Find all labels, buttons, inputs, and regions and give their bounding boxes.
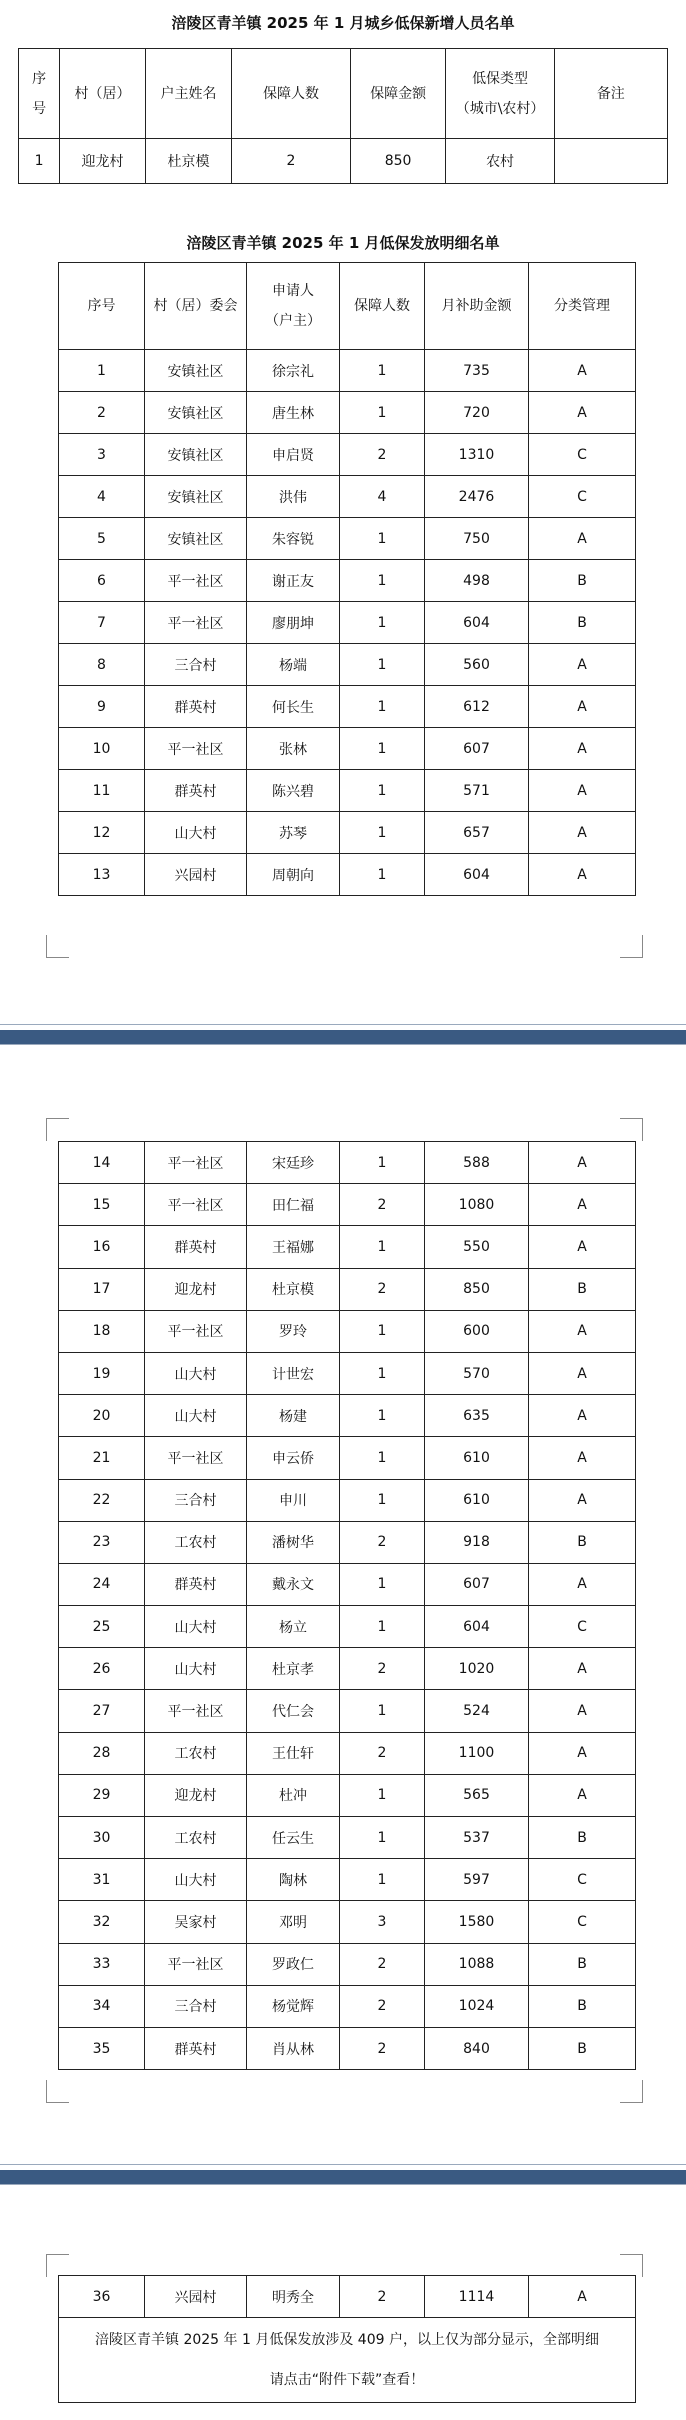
table-row xyxy=(59,350,636,392)
page-corner-mark xyxy=(620,2080,643,2103)
table-cell: 15 xyxy=(59,1184,145,1226)
table-cell: 1114 xyxy=(425,2276,529,2318)
header-cell: 保障人数 xyxy=(340,263,425,350)
table-cell: 任云生 xyxy=(247,1817,340,1859)
table-cell: 杨立 xyxy=(247,1606,340,1648)
table-cell: 25 xyxy=(59,1606,145,1648)
table-cell: 1 xyxy=(340,392,425,434)
table-cell: B xyxy=(529,1943,636,1985)
table-cell: 1 xyxy=(19,139,60,184)
table-cell: C xyxy=(529,476,636,518)
table-cell: 1024 xyxy=(425,1985,529,2027)
table-cell: 三合村 xyxy=(145,644,247,686)
table-cell: 571 xyxy=(425,770,529,812)
table-cell: B xyxy=(529,560,636,602)
table-row xyxy=(59,812,636,854)
table-cell: 兴园村 xyxy=(145,2276,247,2318)
table-cell: A xyxy=(529,2276,636,2318)
page-corner-mark xyxy=(620,1118,643,1141)
table-cell: 29 xyxy=(59,1774,145,1816)
table-cell: 604 xyxy=(425,602,529,644)
table-cell: 18 xyxy=(59,1310,145,1352)
table-cell: 三合村 xyxy=(145,1985,247,2027)
table-cell: 13 xyxy=(59,854,145,896)
table-cell: 工农村 xyxy=(145,1521,247,1563)
table-row xyxy=(59,1859,636,1901)
table-cell: 1 xyxy=(340,560,425,602)
table-cell: 28 xyxy=(59,1732,145,1774)
summary-line: 涪陵区青羊镇 2025 年 1 月低保发放涉及 409 户，以上仅为部分显示，全部明细 xyxy=(95,2332,599,2348)
payment-details-table-final xyxy=(58,2275,636,2403)
table-row xyxy=(59,1184,636,1226)
table-row xyxy=(59,1774,636,1816)
table-row xyxy=(59,1563,636,1605)
table-cell: 杨端 xyxy=(247,644,340,686)
table-cell: 604 xyxy=(425,854,529,896)
table-cell: 1020 xyxy=(425,1648,529,1690)
table-cell: 7 xyxy=(59,602,145,644)
table-cell: 1 xyxy=(340,1310,425,1352)
table-cell: 1580 xyxy=(425,1901,529,1943)
table-cell: 山大村 xyxy=(145,1859,247,1901)
table-cell: 612 xyxy=(425,686,529,728)
table-row xyxy=(59,392,636,434)
table-cell: 21 xyxy=(59,1437,145,1479)
table-cell: 570 xyxy=(425,1352,529,1394)
table-cell: A xyxy=(529,1437,636,1479)
table-cell: 迎龙村 xyxy=(60,139,146,184)
table-row xyxy=(59,770,636,812)
table-cell: C xyxy=(529,1859,636,1901)
summary-note xyxy=(59,2318,636,2403)
table-cell: 徐宗礼 xyxy=(247,350,340,392)
table-cell: 工农村 xyxy=(145,1817,247,1859)
table-cell: A xyxy=(529,1563,636,1605)
table-cell: 604 xyxy=(425,1606,529,1648)
table-cell: 635 xyxy=(425,1395,529,1437)
table-cell: 邓明 xyxy=(247,1901,340,1943)
header-cell: 保障金额 xyxy=(350,49,446,139)
table-row xyxy=(59,1985,636,2027)
table-cell: 农村 xyxy=(446,139,554,184)
table-cell: 4 xyxy=(59,476,145,518)
table-cell: B xyxy=(529,1268,636,1310)
table-cell: 群英村 xyxy=(145,2027,247,2069)
table-cell: 罗政仁 xyxy=(247,1943,340,1985)
header-cell: 序号 xyxy=(59,263,145,350)
table-cell: 2 xyxy=(340,434,425,476)
table-cell: 廖朋坤 xyxy=(247,602,340,644)
table-header-row xyxy=(59,263,636,350)
table-cell: 2 xyxy=(340,2027,425,2069)
table-cell: 安镇社区 xyxy=(145,476,247,518)
table-cell: A xyxy=(529,1226,636,1268)
table-cell: 王福娜 xyxy=(247,1226,340,1268)
table-cell: 4 xyxy=(340,476,425,518)
header-cell: 备注 xyxy=(554,49,667,139)
table-cell: 张林 xyxy=(247,728,340,770)
table-cell: 2 xyxy=(340,1648,425,1690)
table-cell: 19 xyxy=(59,1352,145,1394)
table-cell: 1 xyxy=(340,1226,425,1268)
table-cell: 31 xyxy=(59,1859,145,1901)
table-cell: 2 xyxy=(340,1943,425,1985)
table-cell: 王仕轩 xyxy=(247,1732,340,1774)
table-row xyxy=(59,2027,636,2069)
table-cell: 杜京模 xyxy=(247,1268,340,1310)
table-cell: B xyxy=(529,1817,636,1859)
table-cell: 1 xyxy=(340,1690,425,1732)
table-cell: 杨建 xyxy=(247,1395,340,1437)
table-cell: 918 xyxy=(425,1521,529,1563)
table-cell: 10 xyxy=(59,728,145,770)
table-cell: 607 xyxy=(425,728,529,770)
table-cell: 2 xyxy=(340,2276,425,2318)
table-cell: A xyxy=(529,1310,636,1352)
table-cell: A xyxy=(529,770,636,812)
table-cell: C xyxy=(529,434,636,476)
table-cell: B xyxy=(529,2027,636,2069)
table-cell: 杜冲 xyxy=(247,1774,340,1816)
table-cell: 2 xyxy=(340,1985,425,2027)
table-cell: 平一社区 xyxy=(145,1142,247,1184)
table-cell: 22 xyxy=(59,1479,145,1521)
table-cell: 2 xyxy=(340,1184,425,1226)
table-cell: 苏琴 xyxy=(247,812,340,854)
page-corner-mark xyxy=(620,935,643,958)
header-cell: 申请人 （户主） xyxy=(247,263,340,350)
table-cell: 1 xyxy=(340,644,425,686)
table-cell: 肖从林 xyxy=(247,2027,340,2069)
table-cell: 唐生林 xyxy=(247,392,340,434)
table-cell: 1 xyxy=(340,728,425,770)
page-separator xyxy=(0,1030,686,1044)
table-cell: A xyxy=(529,854,636,896)
table-cell: 537 xyxy=(425,1817,529,1859)
table-row xyxy=(59,602,636,644)
table-cell: 27 xyxy=(59,1690,145,1732)
table-cell: 6 xyxy=(59,560,145,602)
table-cell: 840 xyxy=(425,2027,529,2069)
table-row xyxy=(59,1479,636,1521)
table-cell: 陈兴碧 xyxy=(247,770,340,812)
table-row xyxy=(59,1817,636,1859)
table-cell: A xyxy=(529,1184,636,1226)
table-cell: 20 xyxy=(59,1395,145,1437)
table-cell: 720 xyxy=(425,392,529,434)
table-row xyxy=(59,1901,636,1943)
table-cell: 588 xyxy=(425,1142,529,1184)
table-cell: 1 xyxy=(340,1142,425,1184)
table-cell: 35 xyxy=(59,2027,145,2069)
table-cell: 24 xyxy=(59,1563,145,1605)
payment-details-table xyxy=(58,262,636,896)
table-cell: 安镇社区 xyxy=(145,350,247,392)
table-cell: 平一社区 xyxy=(145,1690,247,1732)
page-separator xyxy=(0,1044,686,1045)
table-cell: 申云侨 xyxy=(247,1437,340,1479)
table-cell: B xyxy=(529,1985,636,2027)
table-cell: A xyxy=(529,1732,636,1774)
table-cell: 明秀全 xyxy=(247,2276,340,2318)
table-cell: 1 xyxy=(340,1352,425,1394)
table-row xyxy=(59,1268,636,1310)
table-row xyxy=(59,518,636,560)
table-cell: 1080 xyxy=(425,1184,529,1226)
table-cell: A xyxy=(529,686,636,728)
table-cell: 杨觉辉 xyxy=(247,1985,340,2027)
table-cell: 1 xyxy=(340,1479,425,1521)
table-cell: 498 xyxy=(425,560,529,602)
table-cell: 1 xyxy=(340,854,425,896)
table-cell: 群英村 xyxy=(145,1226,247,1268)
table-cell: A xyxy=(529,392,636,434)
table-cell: 迎龙村 xyxy=(145,1268,247,1310)
table-cell: 1310 xyxy=(425,434,529,476)
table-cell: A xyxy=(529,1142,636,1184)
table-cell: 850 xyxy=(350,139,446,184)
table-row xyxy=(59,434,636,476)
table-cell: A xyxy=(529,1774,636,1816)
page-separator xyxy=(0,1024,686,1025)
table-cell: 平一社区 xyxy=(145,602,247,644)
table-cell: 2 xyxy=(340,1732,425,1774)
table-cell: 工农村 xyxy=(145,1732,247,1774)
payment-details-table-continued xyxy=(58,1141,636,2070)
table-cell: 524 xyxy=(425,1690,529,1732)
table-cell: 30 xyxy=(59,1817,145,1859)
table-cell: 平一社区 xyxy=(145,560,247,602)
table-cell: 安镇社区 xyxy=(145,434,247,476)
page-corner-mark xyxy=(620,2254,643,2277)
table-cell: 33 xyxy=(59,1943,145,1985)
table-cell: 1 xyxy=(340,518,425,560)
table-cell: A xyxy=(529,812,636,854)
table-cell: 群英村 xyxy=(145,770,247,812)
page-separator xyxy=(0,2164,686,2165)
table-cell: 1 xyxy=(340,1437,425,1479)
table-row xyxy=(59,560,636,602)
table-cell: 9 xyxy=(59,686,145,728)
table-cell: 610 xyxy=(425,1437,529,1479)
table-cell: 1 xyxy=(340,812,425,854)
table-cell: 平一社区 xyxy=(145,1310,247,1352)
table-cell: A xyxy=(529,1690,636,1732)
table-cell: 2 xyxy=(340,1268,425,1310)
new-recipients-title: 涪陵区青羊镇 2025 年 1 月城乡低保新增人员名单 xyxy=(171,14,515,32)
page-separator xyxy=(0,2184,686,2185)
table-cell: 5 xyxy=(59,518,145,560)
table-row xyxy=(59,1606,636,1648)
table-cell: A xyxy=(529,350,636,392)
table-cell: 山大村 xyxy=(145,1352,247,1394)
table-cell: 周朝向 xyxy=(247,854,340,896)
header-cell: 保障人数 xyxy=(232,49,350,139)
table-cell: 山大村 xyxy=(145,1606,247,1648)
table-cell: 迎龙村 xyxy=(145,1774,247,1816)
table-header-row xyxy=(19,49,668,139)
header-cell: 户主姓名 xyxy=(145,49,232,139)
table-cell: 山大村 xyxy=(145,1395,247,1437)
table-cell: 34 xyxy=(59,1985,145,2027)
table-cell: 1 xyxy=(340,1563,425,1605)
table-row xyxy=(59,1648,636,1690)
header-cell: 序 号 xyxy=(19,49,60,139)
table-cell: 平一社区 xyxy=(145,1943,247,1985)
table-cell: 2 xyxy=(232,139,350,184)
table-cell: 32 xyxy=(59,1901,145,1943)
table-cell: 12 xyxy=(59,812,145,854)
table-cell: 610 xyxy=(425,1479,529,1521)
table-row xyxy=(59,1732,636,1774)
table-cell: C xyxy=(529,1606,636,1648)
table-cell: 安镇社区 xyxy=(145,518,247,560)
table-cell: 1 xyxy=(59,350,145,392)
table-cell: 1 xyxy=(340,350,425,392)
table-cell: 2 xyxy=(59,392,145,434)
table-cell: 吴家村 xyxy=(145,1901,247,1943)
table-cell: 565 xyxy=(425,1774,529,1816)
table-cell: A xyxy=(529,728,636,770)
header-cell: 分类管理 xyxy=(529,263,636,350)
table-row xyxy=(59,1943,636,1985)
table-cell: 平一社区 xyxy=(145,1184,247,1226)
table-cell: 群英村 xyxy=(145,1563,247,1605)
table-cell: A xyxy=(529,644,636,686)
table-row xyxy=(59,1395,636,1437)
table-cell: 735 xyxy=(425,350,529,392)
page-corner-mark xyxy=(46,2080,69,2103)
table-cell: 朱容锐 xyxy=(247,518,340,560)
table-cell: 1 xyxy=(340,602,425,644)
payment-details-title: 涪陵区青羊镇 2025 年 1 月低保发放明细名单 xyxy=(186,234,500,252)
table-cell: A xyxy=(529,1648,636,1690)
table-row xyxy=(19,139,668,184)
table-row xyxy=(59,686,636,728)
table-cell: 田仁福 xyxy=(247,1184,340,1226)
table-cell: 11 xyxy=(59,770,145,812)
table-cell: 1 xyxy=(340,686,425,728)
table-cell: 申川 xyxy=(247,1479,340,1521)
table-cell: 潘树华 xyxy=(247,1521,340,1563)
table-cell: 750 xyxy=(425,518,529,560)
table-row xyxy=(59,644,636,686)
table-cell: 3 xyxy=(340,1901,425,1943)
page-separator xyxy=(0,2170,686,2184)
header-cell: 村（居） xyxy=(60,49,146,139)
table-cell: 山大村 xyxy=(145,1648,247,1690)
table-cell: 17 xyxy=(59,1268,145,1310)
table-cell: 罗玲 xyxy=(247,1310,340,1352)
table-row xyxy=(59,1521,636,1563)
table-cell: 597 xyxy=(425,1859,529,1901)
table-cell: 36 xyxy=(59,2276,145,2318)
table-cell: 何长生 xyxy=(247,686,340,728)
table-cell: 谢正友 xyxy=(247,560,340,602)
table-row xyxy=(59,1690,636,1732)
table-cell: B xyxy=(529,1521,636,1563)
table-row xyxy=(59,854,636,896)
table-cell: A xyxy=(529,1352,636,1394)
table-cell: 陶林 xyxy=(247,1859,340,1901)
table-cell: 申启贤 xyxy=(247,434,340,476)
table-cell: 26 xyxy=(59,1648,145,1690)
table-cell: A xyxy=(529,1479,636,1521)
new-recipients-table xyxy=(18,48,668,184)
table-cell: 洪伟 xyxy=(247,476,340,518)
table-cell: 8 xyxy=(59,644,145,686)
table-row xyxy=(59,1437,636,1479)
table-cell: 杜京模 xyxy=(145,139,232,184)
table-cell: 1 xyxy=(340,1606,425,1648)
table-cell: A xyxy=(529,1395,636,1437)
table-row xyxy=(59,1226,636,1268)
table-cell: 兴园村 xyxy=(145,854,247,896)
summary-line: 请点击“附件下载”查看！ xyxy=(269,2372,425,2388)
table-row xyxy=(59,728,636,770)
table-cell: 1 xyxy=(340,1395,425,1437)
table-cell: A xyxy=(529,518,636,560)
table-cell: 1100 xyxy=(425,1732,529,1774)
table-cell: 1 xyxy=(340,1774,425,1816)
table-cell: 657 xyxy=(425,812,529,854)
summary-row xyxy=(59,2318,636,2403)
page-corner-mark xyxy=(46,1118,69,1141)
table-cell: 14 xyxy=(59,1142,145,1184)
table-cell: 607 xyxy=(425,1563,529,1605)
table-cell: B xyxy=(529,602,636,644)
table-cell: 1088 xyxy=(425,1943,529,1985)
table-cell: 三合村 xyxy=(145,1479,247,1521)
table-cell: C xyxy=(529,1901,636,1943)
table-cell: 1 xyxy=(340,770,425,812)
header-cell: 低保类型 （城市\农村） xyxy=(446,49,554,139)
table-cell: 群英村 xyxy=(145,686,247,728)
table-cell: 计世宏 xyxy=(247,1352,340,1394)
table-cell: 平一社区 xyxy=(145,1437,247,1479)
table-cell: 560 xyxy=(425,644,529,686)
table-cell: 850 xyxy=(425,1268,529,1310)
table-cell xyxy=(554,139,667,184)
table-cell: 平一社区 xyxy=(145,728,247,770)
table-row xyxy=(59,1352,636,1394)
table-row xyxy=(59,476,636,518)
table-cell: 安镇社区 xyxy=(145,392,247,434)
table-cell: 23 xyxy=(59,1521,145,1563)
table-cell: 宋廷珍 xyxy=(247,1142,340,1184)
table-row xyxy=(59,2276,636,2318)
table-cell: 代仁会 xyxy=(247,1690,340,1732)
table-cell: 600 xyxy=(425,1310,529,1352)
table-row xyxy=(59,1310,636,1352)
table-cell: 戴永文 xyxy=(247,1563,340,1605)
table-cell: 2 xyxy=(340,1521,425,1563)
table-cell: 1 xyxy=(340,1859,425,1901)
page-corner-mark xyxy=(46,2254,69,2277)
header-cell: 月补助金额 xyxy=(425,263,529,350)
table-cell: 杜京孝 xyxy=(247,1648,340,1690)
table-cell: 550 xyxy=(425,1226,529,1268)
table-cell: 山大村 xyxy=(145,812,247,854)
table-cell: 16 xyxy=(59,1226,145,1268)
table-cell: 3 xyxy=(59,434,145,476)
table-row xyxy=(59,1142,636,1184)
table-cell: 2476 xyxy=(425,476,529,518)
table-cell: 1 xyxy=(340,1817,425,1859)
header-cell: 村（居）委会 xyxy=(145,263,247,350)
page-corner-mark xyxy=(46,935,69,958)
